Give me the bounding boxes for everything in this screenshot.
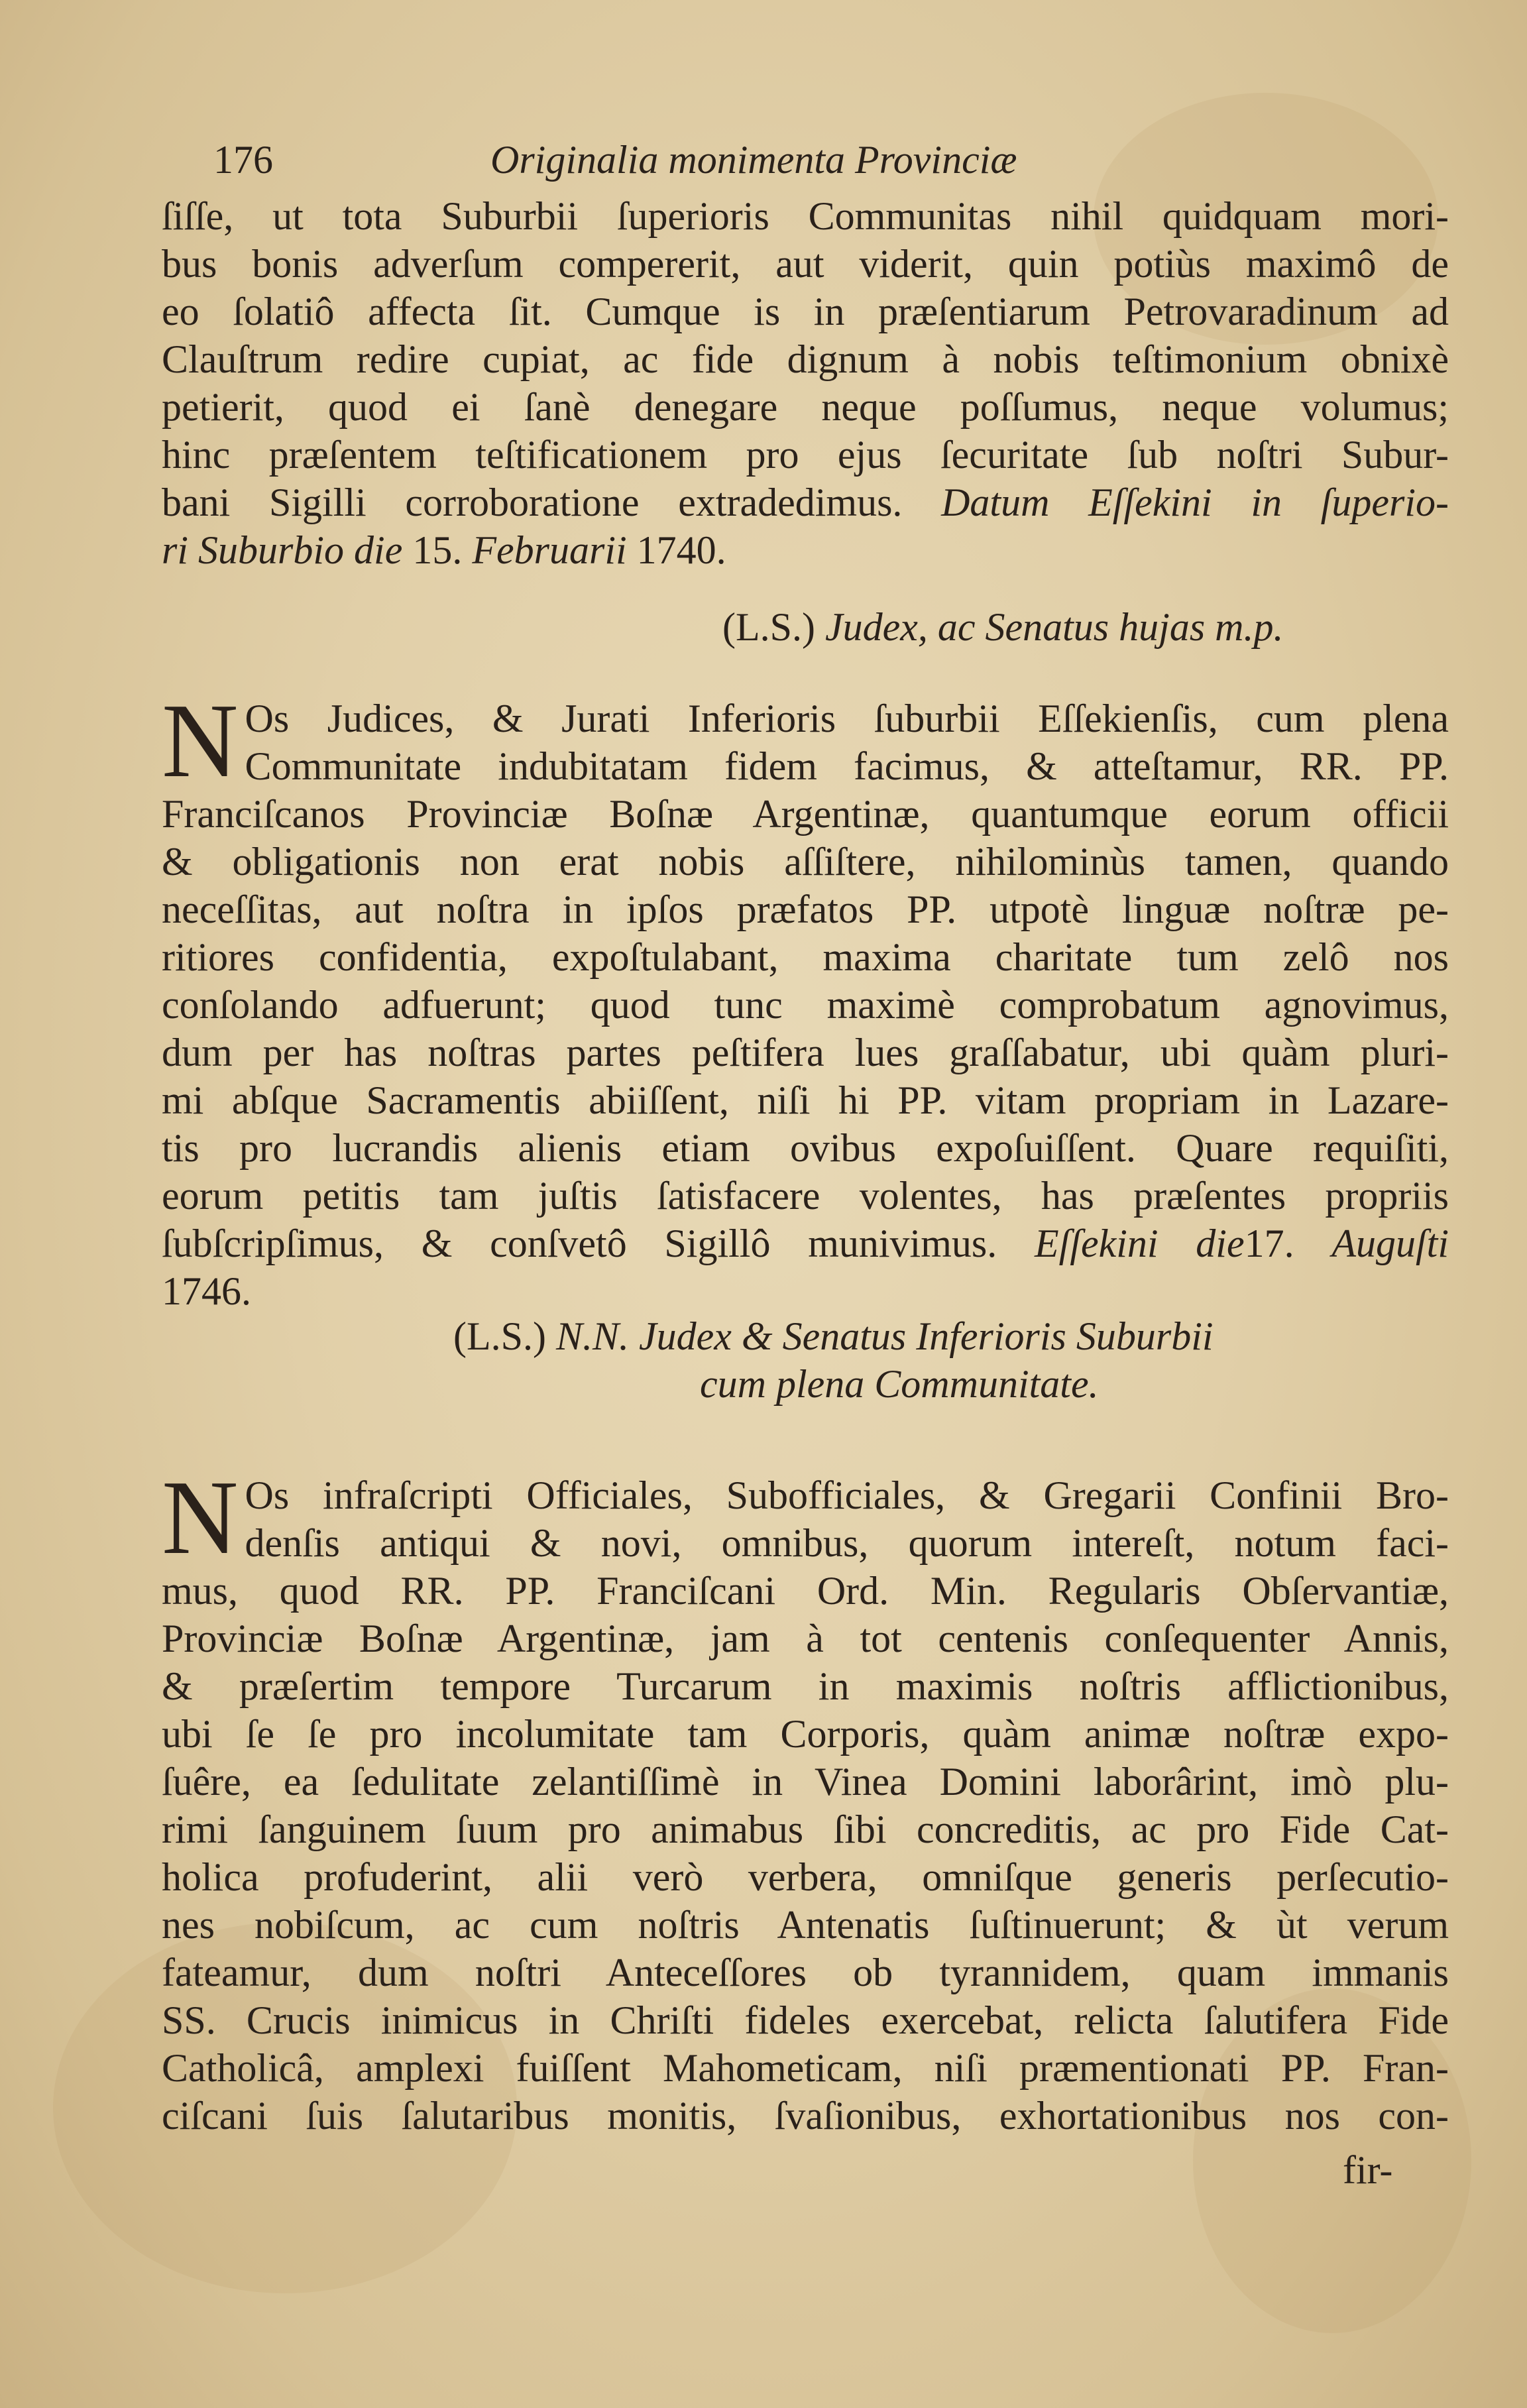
text-line: nes nobiſcum, ac cum noſtris Antenatis ſuſtinuerunt; & ùt verum	[162, 1903, 1449, 1947]
text-line: Clauſtrum redire cupiat, ac fide dignum à nobis teſtimonium obnixè	[162, 337, 1449, 381]
text-line: hinc præſentem teſtificationem pro ejus ſecuritate ſub noſtri Subur-	[162, 433, 1449, 477]
date-year: 1746.	[162, 1269, 251, 1313]
text-line: Catholicâ, amplexi fuiſſent Mahometicam, niſi præmentionati PP. Fran-	[162, 2046, 1449, 2090]
page-number: 176	[213, 138, 273, 182]
seal-mark: (L.S.)	[453, 1314, 546, 1358]
text-line: ſiſſe, ut tota Suburbii ſuperioris Communitas nihil quidquam mori-	[162, 194, 1449, 238]
text-line: Franciſcanos Provinciæ Boſnæ Argentinæ, quantumque eorum officii	[162, 792, 1449, 836]
italic-text-run: Eſſekini die	[1034, 1222, 1245, 1265]
italic-text-run: Datum Eſſekini in ſuperio-	[941, 481, 1449, 524]
text-line	[162, 1220, 1449, 1267]
italic-text-run: ri Suburbio die	[162, 528, 403, 572]
text-line: conſolando adfuerunt; quod tunc maximè comprobatum agnovimus,	[162, 983, 1449, 1027]
drop-cap: N	[162, 1458, 239, 1576]
text-line: & præſertim tempore Turcarum in maximis noſtris afflictionibus,	[162, 1664, 1449, 1708]
date-day: 15.	[412, 528, 463, 572]
text-line: Os infraſcripti Officiales, Subofficiales, & Gregarii Confinii Bro-	[245, 1473, 1449, 1517]
page-header	[213, 130, 1473, 190]
text-line: denſis antiqui & novi, omnibus, quorum intereſt, notum faci-	[245, 1521, 1449, 1565]
running-head: Originalia monimenta Provinciæ	[490, 138, 1017, 182]
text-line: SS. Crucis inimicus in Chriſti fideles exercebat, relicta ſalutifera Fide	[162, 1998, 1449, 2042]
text-line	[162, 479, 1449, 526]
text-line: mus, quod RR. PP. Franciſcani Ord. Min. Regularis Obſervantiæ,	[162, 1569, 1449, 1613]
signature-line-2b	[700, 1360, 1099, 1408]
text-line: Os Judices, & Jurati Inferioris ſuburbii Eſſekienſis, cum plena	[245, 697, 1449, 740]
signature-text: Judex, ac Senatus hujas m.p.	[824, 605, 1284, 649]
text-line: ubi ſe ſe pro incolumitate tam Corporis, quàm animæ noſtræ expo-	[162, 1712, 1449, 1756]
date-month: Auguſti	[1331, 1222, 1449, 1265]
text-line: bus bonis adverſum compererit, aut viderit, quin potiùs maximô de	[162, 242, 1449, 286]
text-line: eorum petitis tam juſtis ſatisfacere volentes, has præſentes propriis	[162, 1174, 1449, 1218]
date-year: 1740.	[636, 528, 726, 572]
text-line: neceſſitas, aut noſtra in ipſos præfatos PP. utpotè linguæ noſtræ pe-	[162, 888, 1449, 931]
text-line: ritiores confidentia, expoſtulabant, maxima charitate tum zelô nos	[162, 935, 1449, 979]
paragraph-testimonial-3	[162, 1458, 1449, 2140]
text-line: Communitate indubitatam fidem facimus, & atteſtamur, RR. PP.	[245, 744, 1449, 788]
text-line: rimi ſanguinem ſuum pro animabus ſibi concreditis, ac pro Fide Cat-	[162, 1807, 1449, 1851]
date-month: Februarii	[472, 528, 627, 572]
drop-cap: N	[162, 681, 239, 799]
seal-mark: (L.S.)	[722, 605, 815, 649]
signature-text: cum plena Communitate.	[700, 1362, 1099, 1406]
text-line: Provinciæ Boſnæ Argentinæ, jam à tot centenis conſequenter Annis,	[162, 1617, 1449, 1660]
text-line: tis pro lucrandis alienis etiam ovibus expoſuiſſent. Quare requiſiti,	[162, 1126, 1449, 1170]
paragraph-testimonial-1	[162, 192, 1449, 574]
text-line: ciſcani ſuis ſalutaribus monitis, ſvaſionibus, exhortationibus nos con-	[162, 2094, 1449, 2138]
text-line: ſuêre, ea ſedulitate zelantiſſimè in Vinea Domini laborârint, imò plu-	[162, 1760, 1449, 1804]
signature-text: N.N. Judex & Senatus Inferioris Suburbii	[555, 1314, 1214, 1358]
text-line: mi abſque Sacramentis abiiſſent, niſi hi PP. vitam propriam in Lazare-	[162, 1078, 1449, 1122]
text-line: petierit, quod ei ſanè denegare neque poſſumus, neque volumus;	[162, 385, 1449, 429]
text-line: fateamur, dum noſtri Anteceſſores ob tyrannidem, quam immanis	[162, 1951, 1449, 1994]
text-line: & obligationis non erat nobis aſſiſtere, nihilominùs tamen, quando	[162, 840, 1449, 884]
signature-line-1	[722, 603, 1284, 651]
paragraph-testimonial-2	[162, 681, 1449, 1315]
date-day: 17.	[1244, 1222, 1294, 1265]
text-line	[162, 526, 1449, 574]
text-line: dum per has noſtras partes peſtifera lues graſſabatur, ubi quàm pluri-	[162, 1031, 1449, 1074]
text-line: holica profuderint, alii verò verbera, omniſque generis perſecutio-	[162, 1855, 1449, 1899]
text-run: ſubſcripſimus, & conſvetô Sigillô munivimus.	[162, 1222, 997, 1265]
signature-line-2	[453, 1312, 1214, 1360]
catchword: fir-	[1343, 2148, 1393, 2192]
text-line: eo ſolatiô affecta ſit. Cumque is in præſentiarum Petrovaradinum ad	[162, 290, 1449, 333]
text-run: bani Sigilli corroboratione extradedimus.	[162, 481, 903, 524]
